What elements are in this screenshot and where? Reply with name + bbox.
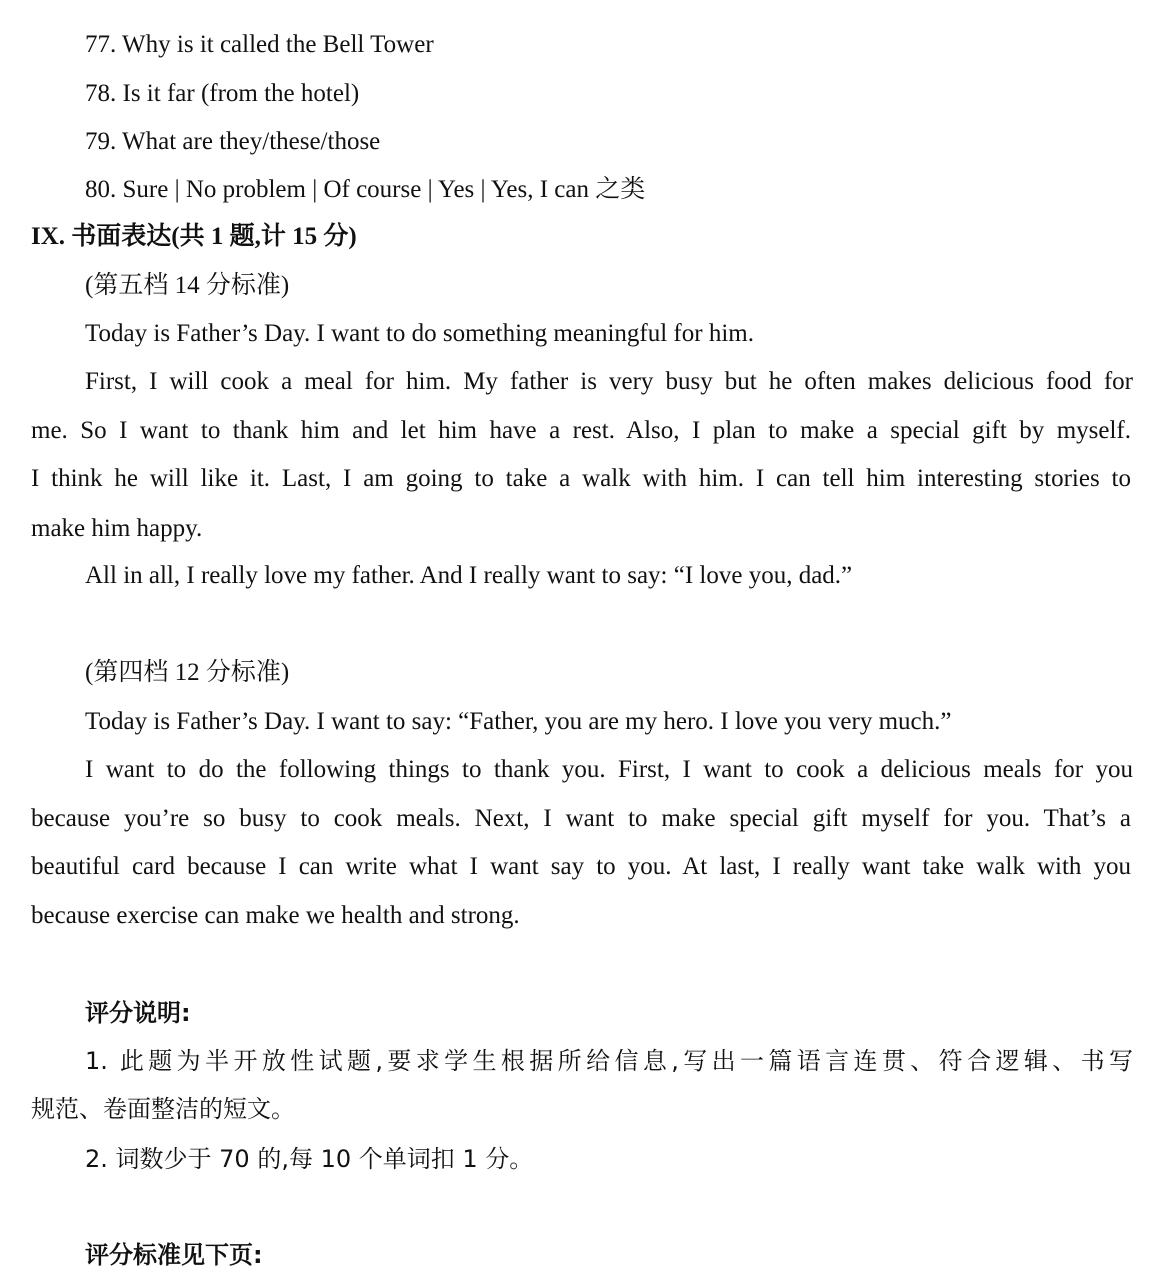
scoring-footer-note: 评分标准见下页: xyxy=(85,1241,263,1269)
sample-5-paragraph-2-line-4: make him happy. xyxy=(31,515,203,542)
answer-77: 77. Why is it called the Bell Tower xyxy=(85,31,434,58)
answer-78: 78. Is it far (from the hotel) xyxy=(85,80,360,107)
sample-4-paragraph-2-line-4: because exercise can make we health and strong. xyxy=(31,902,520,929)
sample-4-paragraph-1: Today is Father’s Day. I want to say: “Father, you are my hero. I love you very much.” xyxy=(85,708,952,735)
sample-4-heading: (第四档 12 分标准) xyxy=(85,659,290,686)
scoring-item-2: 2. 词数少于 70 的,每 10 个单词扣 1 分。 xyxy=(85,1145,534,1173)
scoring-item-1-line-2: 规范、卷面整洁的短文。 xyxy=(31,1095,295,1123)
sample-5-paragraph-1: Today is Father’s Day. I want to do something meaningful for him. xyxy=(85,320,754,347)
sample-5-heading: (第五档 14 分标准) xyxy=(85,272,290,299)
sample-4-paragraph-2-line-1: I want to do the following things to thank you. First, I want to cook a delicious meals for you xyxy=(85,756,1133,783)
sample-5-paragraph-2-line-2: me. So I want to thank him and let him have a rest. Also, I plan to make a special gift by myself. xyxy=(31,417,1131,444)
scoring-title: 评分说明: xyxy=(85,999,191,1027)
scoring-item-1-line-1: 1. 此题为半开放性试题,要求学生根据所给信息,写出一篇语言连贯、符合逻辑、书写 xyxy=(85,1047,1133,1075)
sample-5-paragraph-2-line-3: I think he will like it. Last, I am going to take a walk with him. I can tell him interesting stories to xyxy=(31,465,1131,492)
answer-79: 79. What are they/these/those xyxy=(85,128,381,155)
answer-80: 80. Sure | No problem | Of course | Yes | Yes, I can 之类 xyxy=(85,176,646,203)
sample-4-paragraph-2-line-3: beautiful card because I can write what I want say to you. At last, I really want take walk with you xyxy=(31,853,1131,880)
sample-5-paragraph-2-line-1: First, I will cook a meal for him. My father is very busy but he often makes delicious food for xyxy=(85,368,1133,395)
sample-5-paragraph-3: All in all, I really love my father. And I really want to say: “I love you, dad.” xyxy=(85,562,853,589)
section-title: IX. 书面表达(共 1 题,计 15 分) xyxy=(31,223,357,250)
sample-4-paragraph-2-line-2: because you’re so busy to cook meals. Next, I want to make special gift myself for you. That’s a xyxy=(31,805,1131,832)
